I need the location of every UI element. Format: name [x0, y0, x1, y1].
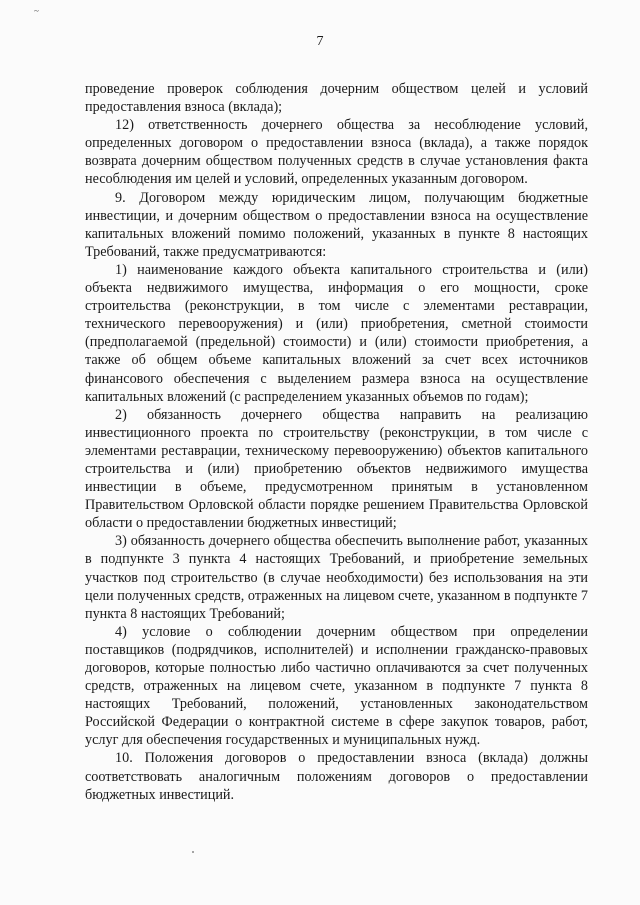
- document-body: [85, 80, 588, 804]
- paragraph-section-10: 10. Положения договоров о предоставлении взноса (вклада) должны соответствовать аналогичным положениям договоров о предоставлении бюджетных инвестиций.: [85, 750, 588, 803]
- paragraph-item-3: 3) обязанность дочернего общества обеспечить выполнение работ, указанных в подпункте 3 пункта 4 настоящих Требований, и приобретение земельных участков под строительство (в случае необходимости) без использования на эти цели полученных средств, отраженных на лицевом счете, указанном в подпункте 7 пункта 8 настоящих Требований;: [85, 533, 588, 622]
- scan-artifact-mark: ~: [34, 6, 39, 16]
- paragraph-item-4: 4) условие о соблюдении дочерним обществом при определении поставщиков (подрядчиков, исполнителей) и исполнении гражданско-правовых договоров, которые полностью либо частично оплачиваются за счет полученных средств, отраженных на лицевом счете, указанном в подпункте 7 пункта 8 настоящих Требований, положений, установленных законодательством Российской Федерации о контрактной системе в сфере закупок товаров, работ, услуг для обеспечения государственных и муниципальных нужд.: [85, 623, 588, 749]
- paragraph-item-12: 12) ответственность дочернего общества за несоблюдение условий, определенных договором о предоставлении взноса (вклада), а также порядок возврата дочерним обществом полученных средств в случае установления факта несоблюдения им целей и условий, определенных указанным договором.: [85, 117, 588, 188]
- scan-speck: [192, 851, 194, 853]
- paragraph-section-9: 9. Договором между юридическим лицом, получающим бюджетные инвестиции, и дочерним обществом о предоставлении взноса на осуществление капитальных вложений помимо положений, указанных в пункте 8 настоящих Требований, также предусматриваются:: [85, 189, 588, 260]
- paragraph-item-2: 2) обязанность дочернего общества направить на реализацию инвестиционного проекта по строительству (реконструкции, в том числе с элементами реставрации, техническому перевооружению) объектов капитального строительства и (или) приобретению объектов недвижимого имущества инвестиции в объеме, предусмотренном принятым в установленном Правительством Орловской области порядке решением Правительства Орловской области о предоставлении бюджетных инвестиций;: [85, 406, 588, 532]
- page-number: 7: [316, 34, 324, 49]
- paragraph-item-1: 1) наименование каждого объекта капитального строительства и (или) объекта недвижимого имущества, информация о его мощности, сроке строительства (реконструкции, в том числе с элементами реставрации, технического перевооружения) и (или) приобретения, сметной стоимости (предполагаемой (предельной) стоимости) и (или) стоимости приобретения, а также об общем объеме капитальных вложений за счет всех источников финансового обеспечения с выделением размера взноса на осуществление капитальных вложений (с распределением указанных объемов по годам);: [85, 261, 588, 405]
- paragraph-continuation: проведение проверок соблюдения дочерним обществом целей и условий предоставления взноса (вклада);: [85, 81, 588, 116]
